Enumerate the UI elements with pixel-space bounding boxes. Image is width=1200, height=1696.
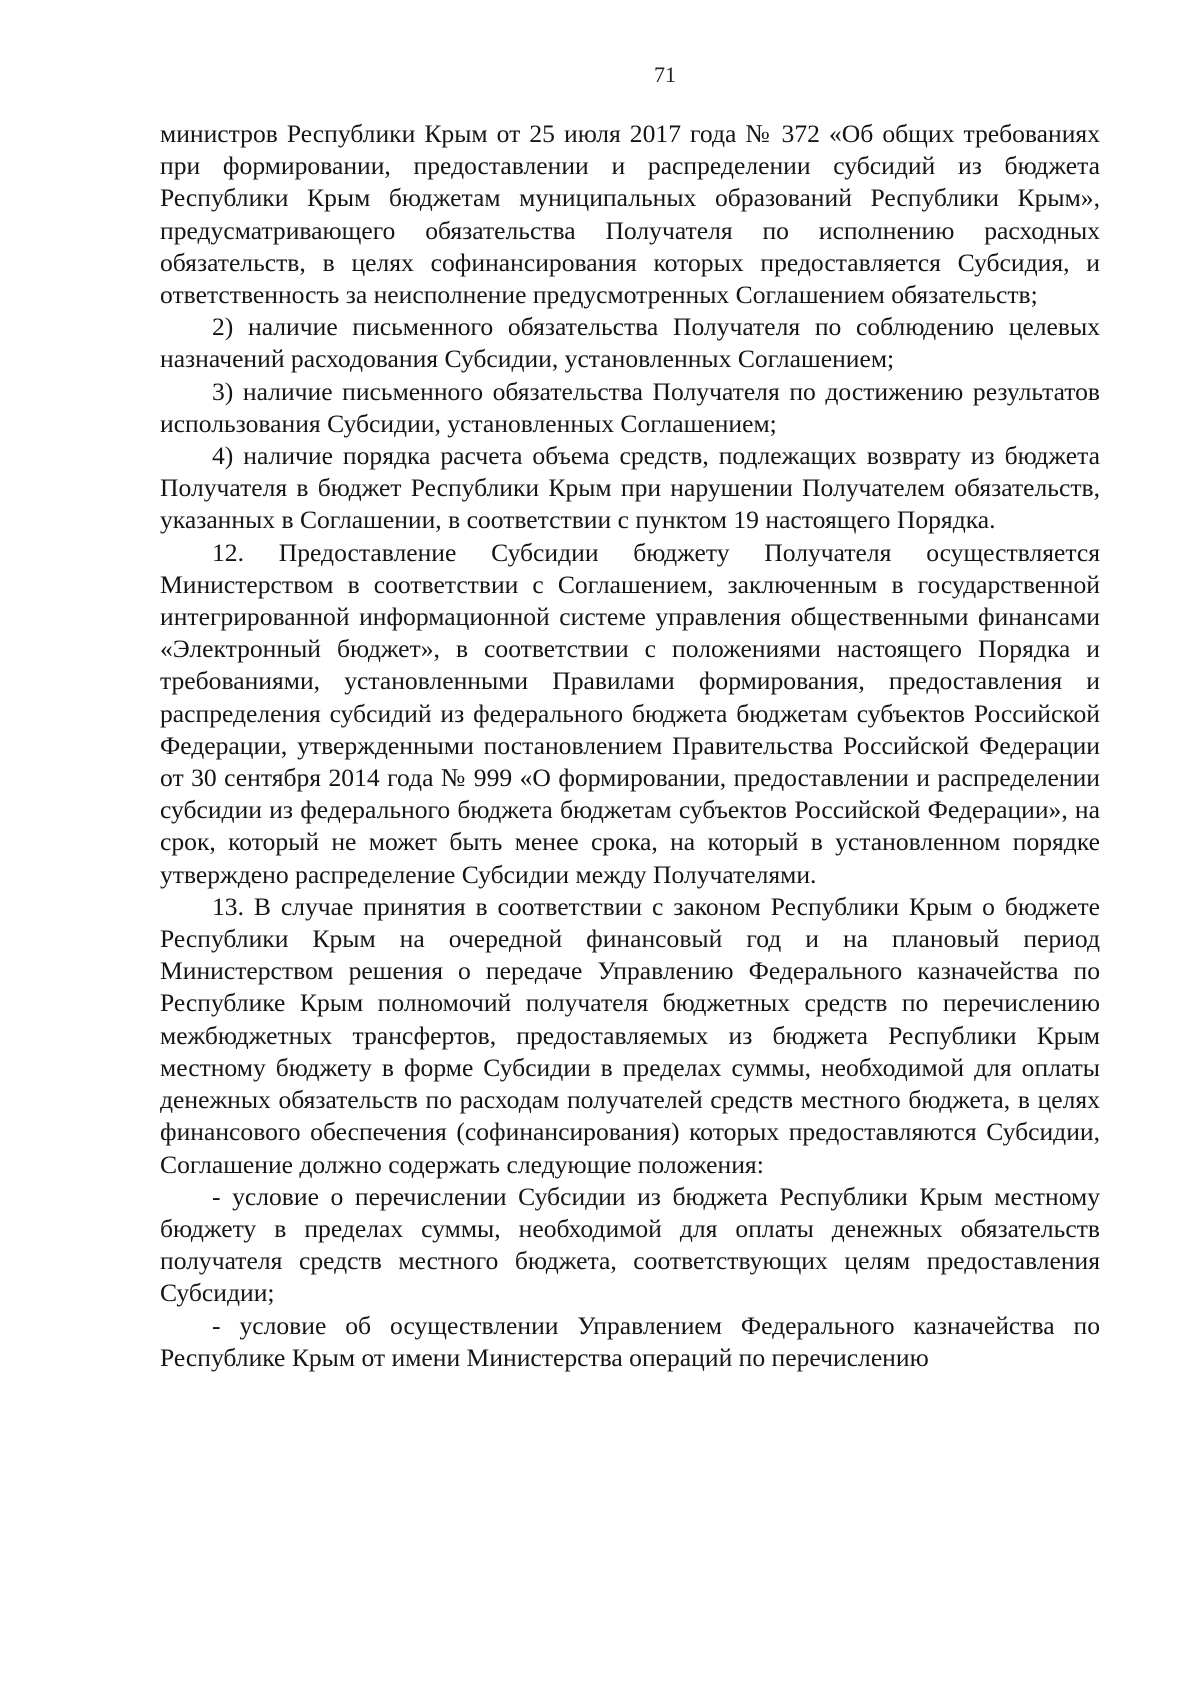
paragraph-condition-1: - условие о перечислении Субсидии из бюджета Республики Крым местному бюджету в пределах суммы, необходимой для оплаты денежных обязательств получателя средств местного бюджета, соответствующих целям предоставления Субсидии; — [160, 1181, 1100, 1308]
paragraph-item-2: 2) наличие письменного обязательства Получателя по соблюдению целевых назначений расходования Субсидии, установленных Соглашением; — [160, 312, 1100, 374]
paragraph-condition-2: - условие об осуществлении Управлением Федерального казначейства по Республике Крым от имени Министерства операций по перечислению — [160, 1310, 1100, 1372]
page-number: 71 — [654, 62, 676, 87]
paragraph-item-4: 4) наличие порядка расчета объема средств, подлежащих возврату из бюджета Получателя в бюджет Республики Крым при нарушении Получателем обязательств, указанных в Соглашении, в соответствии с пунктом 19 настоящего Порядка. — [160, 441, 1100, 535]
document-body — [160, 118, 1100, 1374]
paragraph-continuation: министров Республики Крым от 25 июля 2017 года № 372 «Об общих требованиях при формировании, предоставлении и распределении субсидий из бюджета Республики Крым бюджетам муниципальных образований Республики Крым», предусматривающего обязательства Получателя по исполнению расходных обязательств, в целях софинансирования которых предоставляется Субсидия, и ответственность за неисполнение предусмотренных Соглашением обязательств; — [160, 119, 1100, 310]
paragraph-clause-12: 12. Предоставление Субсидии бюджету Получателя осуществляется Министерством в соответствии с Соглашением, заключенным в государственной интегрированной информационной системе управления общественными финансами «Электронный бюджет», в соответствии с положениями настоящего Порядка и требованиями, установленными Правилами формирования, предоставления и распределения субсидий из федерального бюджета бюджетам субъектов Российской Федерации, утвержденными постановлением Правительства Российской Федерации от 30 сентября 2014 года № 999 «О формировании, предоставлении и распределении субсидии из федерального бюджета бюджетам субъектов Российской Федерации», на срок, который не может быть менее срока, на который в установленном порядке утверждено распределение Субсидии между Получателями. — [160, 537, 1100, 889]
paragraph-item-3: 3) наличие письменного обязательства Получателя по достижению результатов использования Субсидии, установленных Соглашением; — [160, 376, 1100, 438]
paragraph-clause-13: 13. В случае принятия в соответствии с законом Республики Крым о бюджете Республики Крым на очередной финансовый год и на плановый период Министерством решения о передаче Управлению Федерального казначейства по Республике Крым полномочий получателя бюджетных средств по перечислению межбюджетных трансфертов, предоставляемых из бюджета Республики Крым местному бюджету в форме Субсидии в пределах суммы, необходимой для оплаты денежных обязательств по расходам получателей средств местного бюджета, в целях финансового обеспечения (софинансирования) которых предоставляются Субсидии, Соглашение должно содержать следующие положения: — [160, 891, 1100, 1179]
